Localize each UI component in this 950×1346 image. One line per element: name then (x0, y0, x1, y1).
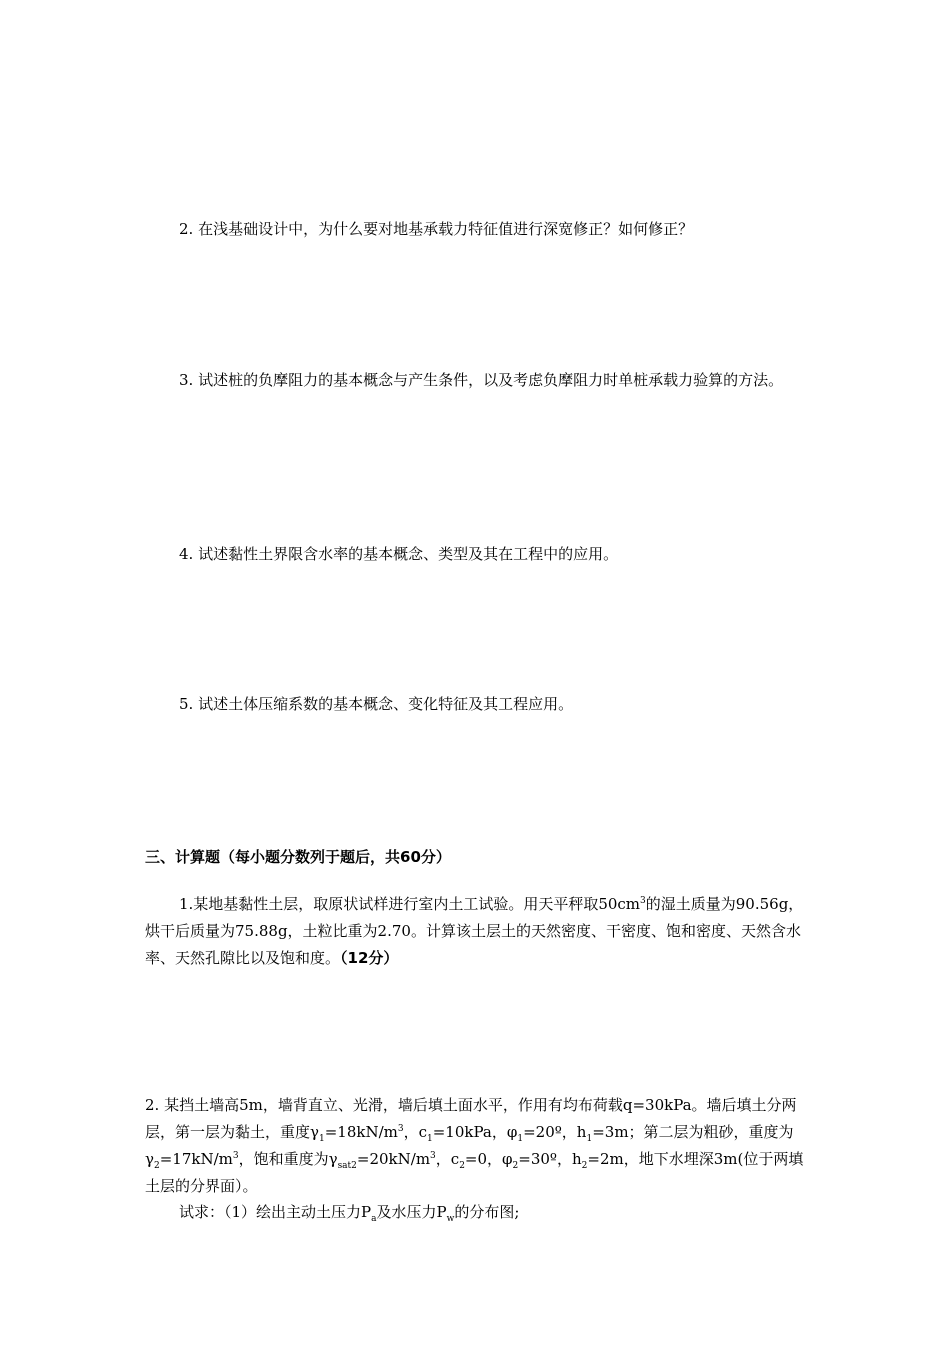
calc1-sup: 3 (640, 896, 646, 906)
calc1-text-a: 1.某地基黏性土层，取原状试样进行室内土工试验。用天平秤取50cm (179, 895, 641, 913)
calc2-ask (145, 1199, 807, 1226)
calc2-sub: 2 (512, 1161, 519, 1171)
calc2-text: =2m，地下水埋深3m(位于两填土层的分界面）。 (145, 1150, 804, 1195)
calc2-sub: 1 (318, 1134, 325, 1144)
calc2-text: =20º，h (523, 1123, 587, 1141)
calc2-sup: 3 (430, 1151, 436, 1161)
calc2-text: =0，φ (464, 1150, 513, 1168)
calc2-sup: 3 (397, 1124, 404, 1134)
calc2-sub: 2 (459, 1161, 465, 1171)
question-3: 3. 试述桩的负摩阻力的基本概念与产生条件，以及考虑负摩阻力时单桩承载力验算的方法。 (179, 371, 784, 389)
calc2-sub: sat2 (337, 1161, 357, 1171)
question-4: 4. 试述黏性土界限含水率的基本概念、类型及其在工程中的应用。 (179, 545, 619, 563)
calc2-text: =30º，h (518, 1150, 582, 1168)
calc-question-2 (145, 1092, 807, 1200)
calc2-ask-sub: w (446, 1214, 455, 1224)
calc2-sub: 1 (586, 1134, 593, 1144)
calc2-text: =17kN/m (159, 1150, 233, 1168)
calc-question-1 (145, 891, 807, 972)
calc2-sub: 1 (517, 1134, 524, 1144)
calc2-sub: 1 (427, 1134, 433, 1144)
calc2-ask-text: 的分布图; (454, 1203, 520, 1221)
calc2-sup: 3 (232, 1151, 239, 1161)
calc2-text: =18kN/m (324, 1123, 398, 1141)
calc1-score: （12分） (340, 949, 399, 967)
calc2-text: ，c (403, 1123, 427, 1141)
calc1-text-b: 的湿土质量为90.56g，烘干后质量为75.88g，土粒比重为2.70。计算该土层土的天然密度、干密度、饱和密度、天然含水率、天然孔隙比以及饱和度。 (145, 895, 804, 967)
calc2-text: =3m；第二层为粗砂，重度为γ (145, 1123, 794, 1168)
calc2-ask-text: 试求：（1）绘出主动土压力P (179, 1203, 372, 1221)
calc2-text: =20kN/m (356, 1150, 431, 1168)
question-5: 5. 试述土体压缩系数的基本概念、变化特征及其工程应用。 (179, 695, 574, 713)
question-2: 2. 在浅基础设计中，为什么要对地基承载力特征值进行深宽修正？如何修正？ (179, 220, 694, 238)
calc2-sub: 2 (581, 1161, 588, 1171)
calc2-ask-sub: a (371, 1214, 377, 1224)
calc2-text: =10kPa，φ (432, 1123, 518, 1141)
calc2-text: 2. 某挡土墙高5m，墙背直立、光滑，墙后填土面水平，作用有均布荷载q=30kPa。墙后填土分两层，第一层为黏土，重度γ (145, 1096, 797, 1141)
calc2-sub: 2 (153, 1161, 160, 1171)
calc2-ask-text: 及水压力P (376, 1203, 447, 1221)
section-3-title: 三、计算题（每小题分数列于题后，共60分） (145, 848, 451, 866)
calc2-text: ，饱和重度为γ (238, 1150, 338, 1168)
calc2-text: ，c (435, 1150, 460, 1168)
